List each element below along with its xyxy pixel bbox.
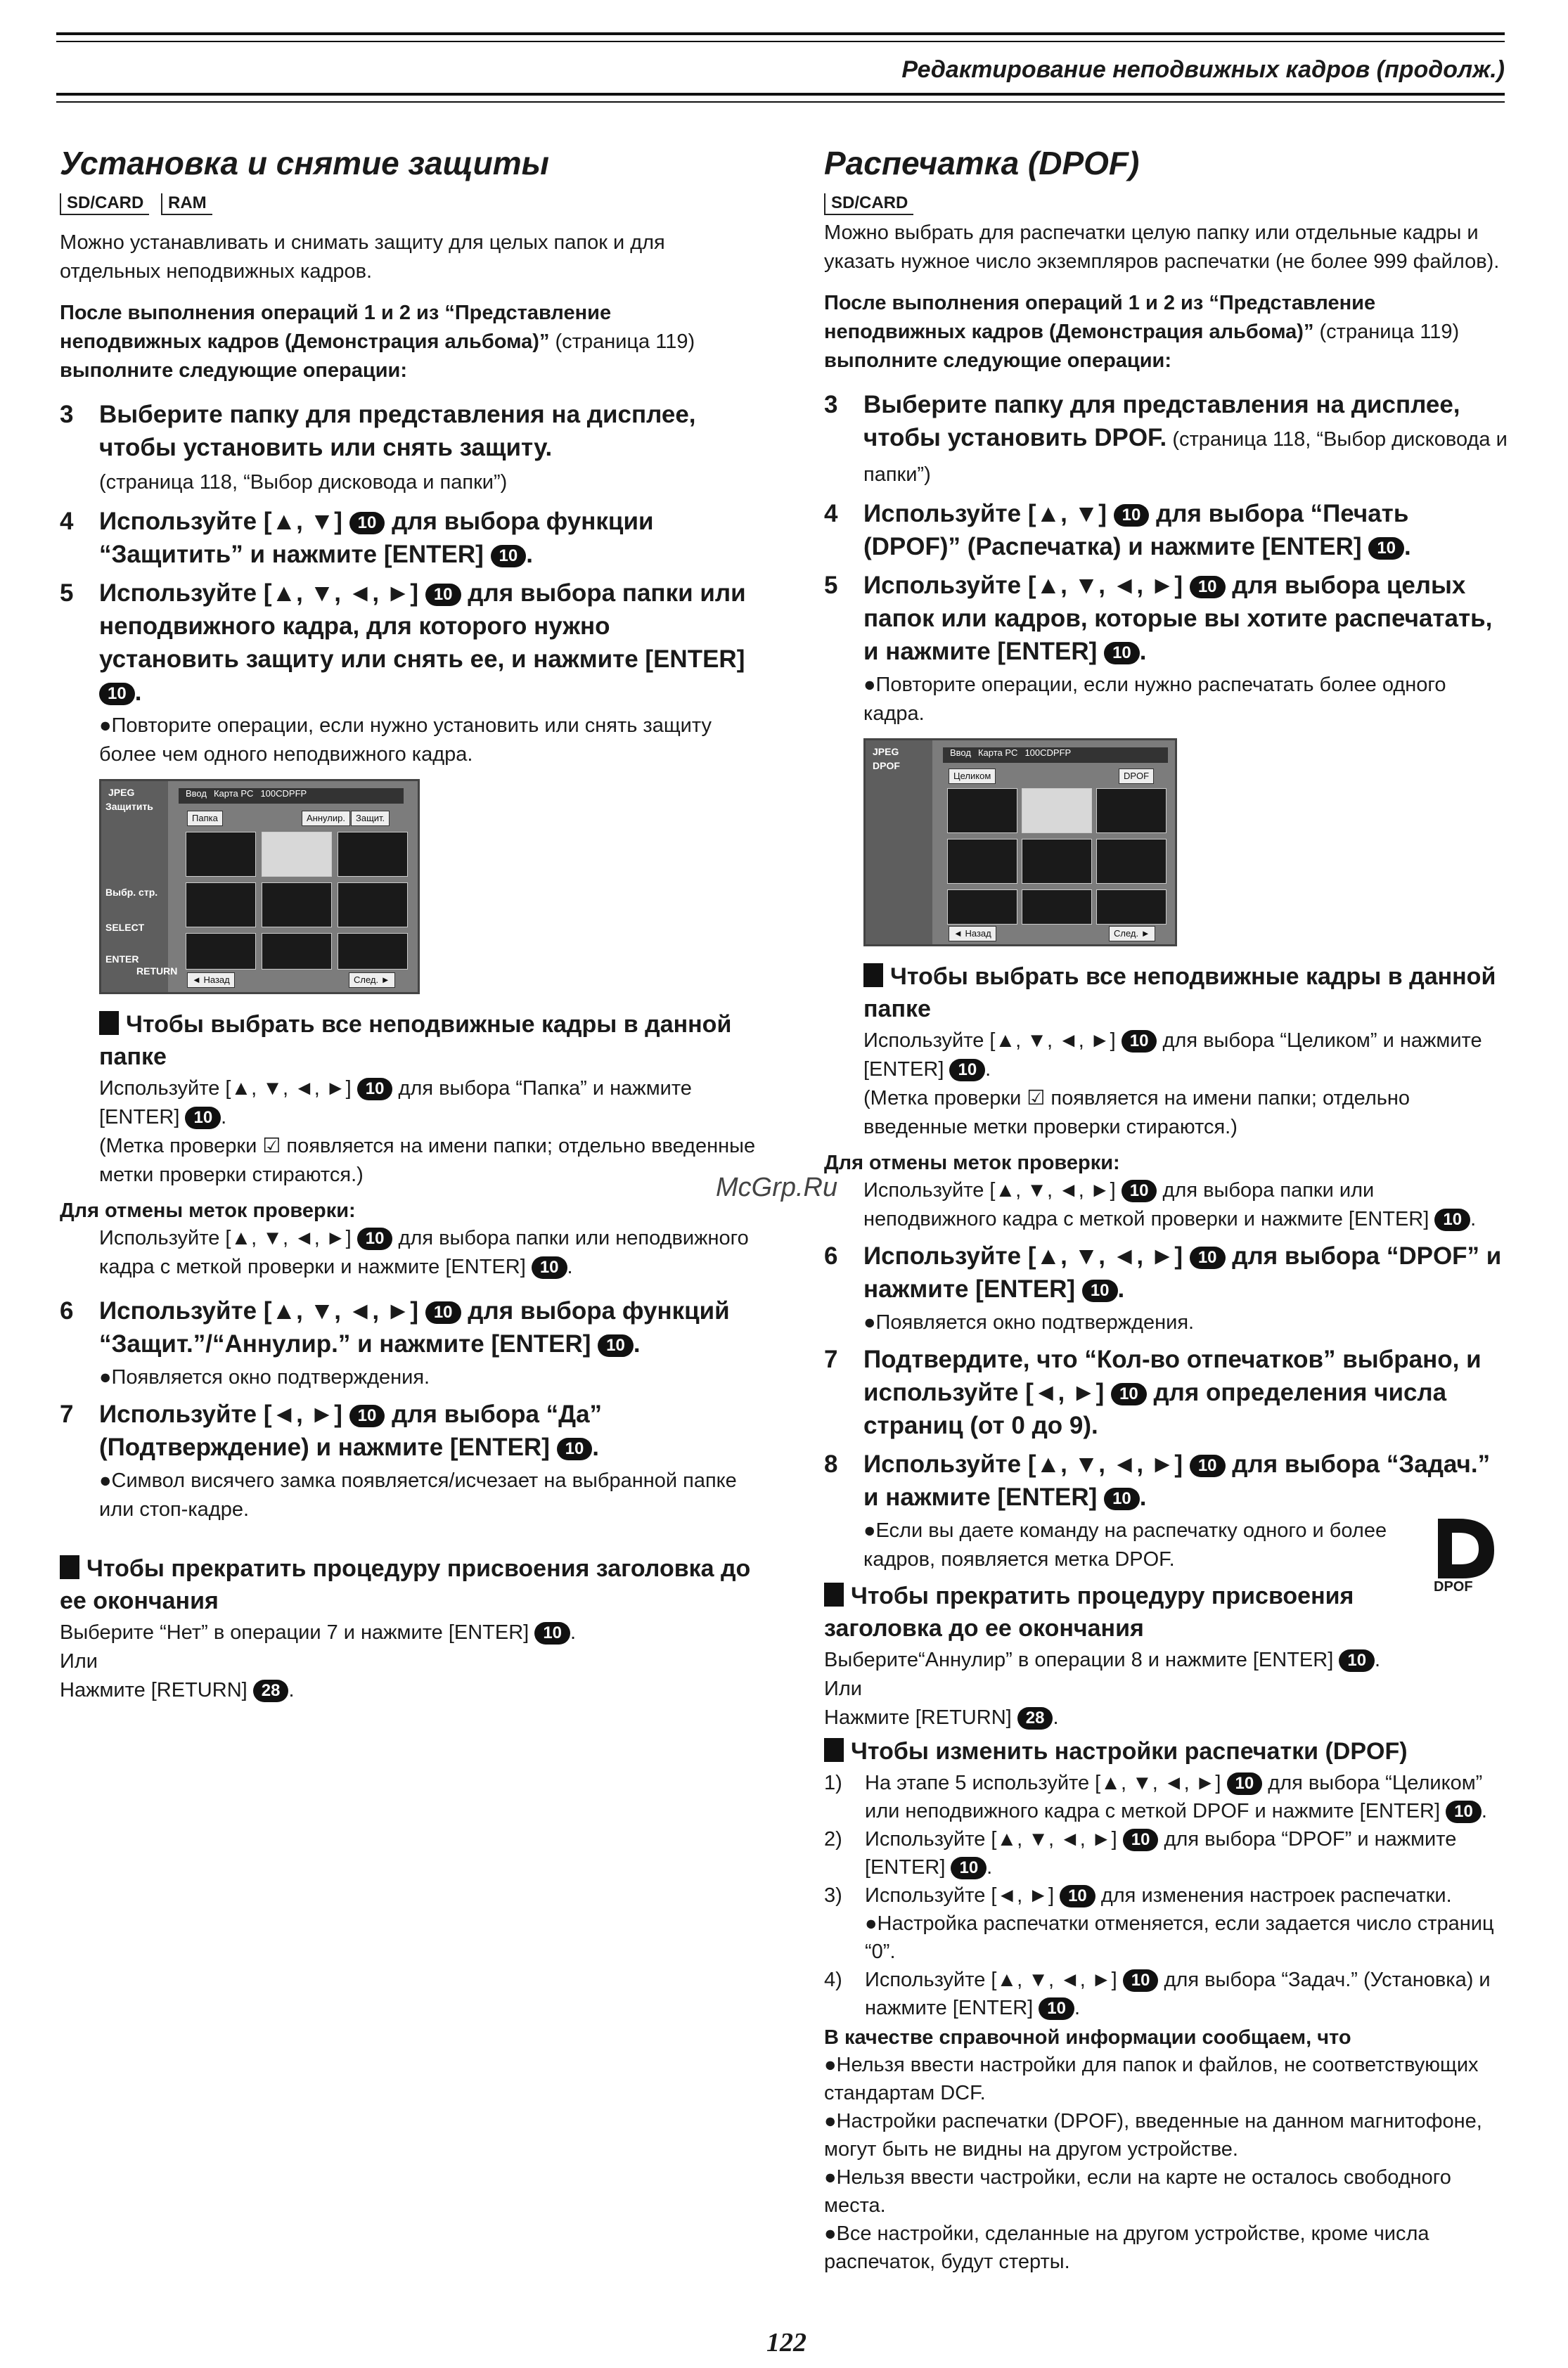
step-7: 7 Используйте [◄, ►] 10 для выбора “Да” (Подтверждение) и нажмите [ENTER] 10 .: [60, 1401, 603, 1461]
subhead-stop-dpof: Чтобы прекратить процедуру присвоения заголовка до ее окончания: [824, 1583, 1354, 1642]
header-rule-top-thin: [56, 41, 1505, 42]
right-column: [824, 144, 1510, 2276]
tag-sd-card: SD/CARD: [60, 193, 149, 215]
note-step-8: ●Если вы даете команду на распечатку одного и более кадров, появляется метка DPOF.: [863, 1519, 1387, 1571]
tag-ram: RAM: [161, 193, 212, 215]
cancel-heading: Для отмены меток проверки:: [824, 1152, 1120, 1174]
screen-thumb: [947, 839, 1017, 884]
intro-text: Можно выбрать для распечатки целую папку или отдельные кадры и указать нужное число экземпляров распечатки (не более 999 файлов).: [824, 221, 1500, 273]
reference-item: ●Нельзя ввести частройки, если на карте не осталось свободного места.: [824, 2166, 1451, 2217]
screen-next-button: След. ►: [1109, 926, 1155, 941]
header-rule-top: [56, 32, 1505, 35]
reference-item: ●Нельзя ввести настройки для папок и файлов, не соответствующих стандартам DCF.: [824, 2054, 1479, 2104]
select-all-text: Используйте [▲, ▼, ◄, ►] 10 для выбора “Целиком” и нажмите [ENTER] 10 . (Метка проверки ☑ появляется на имени папки; отдельно введенные метки проверки стираются.): [863, 1029, 1482, 1138]
subhead-select-all: Чтобы выбрать все неподвижные кадры в данной папке: [863, 963, 1496, 1022]
section-title-protect: Установка и снятие защиты: [60, 145, 549, 181]
screen-protect-button: Защит.: [351, 811, 390, 826]
screen-thumb: [1096, 839, 1167, 884]
screen-thumb: [338, 933, 408, 970]
subhead-select-all: Чтобы выбрать все неподвижные кадры в данной папке: [99, 1011, 732, 1070]
screen-thumb: [947, 788, 1017, 833]
button-28-badge: 28: [253, 1680, 289, 1702]
screen-illustration-dpof: [863, 738, 1177, 946]
step-8: 8 Используйте [▲, ▼, ◄, ►] 10 для выбора “Задач.” и нажмите [ENTER] 10 .: [824, 1450, 1491, 1511]
reference-item: ●Настройки распечатки (DPOF), введенные на данном магнитофоне, могут быть не видны на другом устройстве.: [824, 2110, 1482, 2161]
tag-sd-card: SD/CARD: [824, 193, 913, 215]
screen-thumb: [262, 882, 332, 927]
watermark: McGrp.Ru: [716, 1173, 838, 1202]
stop-text: Выберите“Аннулир” в операции 8 и нажмите [ENTER] 10 . Или Нажмите [RETURN] 28 .: [824, 1649, 1381, 1729]
note-step-6: ●Появляется окно подтверждения.: [863, 1311, 1195, 1334]
running-title: Редактирование неподвижных кадров (продолж.): [901, 56, 1505, 83]
change-item-3: 3) Используйте [◄, ►] 10 для изменения настроек распечатки. ●Настройка распечатки отменяется, если задается число страниц “0”.: [824, 1884, 1494, 1963]
stop-text: Выберите “Нет” в операции 7 и нажмите [ENTER] 10 . Или Нажмите [RETURN] 28 .: [60, 1621, 577, 1701]
button-10-badge: 10: [425, 584, 461, 606]
button-10-badge: 10: [491, 545, 527, 567]
screen-thumb: [338, 832, 408, 877]
screen-thumb: [262, 832, 332, 877]
step-6: 6 Используйте [▲, ▼, ◄, ►] 10 для выбора функций “Защит.”/“Аннулир.” и нажмите [ENTER] 10 .: [60, 1297, 730, 1358]
left-column: [60, 144, 756, 1718]
change-item-4: 4) Используйте [▲, ▼, ◄, ►] 10 для выбора “Задач.” (Установка) и нажмите [ENTER] 10 .: [824, 1969, 1491, 2019]
note-step-5: ●Повторите операции, если нужно распечатать более одного кадра.: [863, 674, 1446, 725]
screen-all-button: Целиком: [949, 768, 996, 784]
step-5: 5 Используйте [▲, ▼, ◄, ►] 10 для выбора целых папок или кадров, которые вы хотите распечатать, и нажмите [ENTER] 10 .: [824, 572, 1493, 665]
screen-dpof-button: DPOF: [1119, 768, 1154, 784]
change-item-2: 2) Используйте [▲, ▼, ◄, ►] 10 для выбора “DPOF” и нажмите [ENTER] 10 .: [824, 1828, 1457, 1879]
step-4: 4 Используйте [▲, ▼] 10 для выбора “Печать (DPOF)” (Распечатка) и нажмите [ENTER] 10 .: [824, 500, 1411, 560]
preconditions: После выполнения операций 1 и 2 из “Представление неподвижных кадров (Демонстрация альбома)” (страница 119) выполните следующие операции:: [60, 302, 695, 382]
screen-tabs: Ввод Карта PC 100CDPFP: [179, 788, 404, 804]
step-4: 4 Используйте [▲, ▼] 10 для выбора функции “Защитить” и нажмите [ENTER] 10 .: [60, 508, 654, 568]
subhead-change-dpof: Чтобы изменить настройки распечатки (DPOF): [824, 1735, 1510, 1768]
screen-sidebar: JPEG Защитить Выбр. стр. SELECT ENTER RETURN: [101, 781, 168, 992]
reference-heading: В качестве справочной информации сообщаем, что: [824, 2026, 1351, 2049]
intro-text: Можно устанавливать и снимать защиту для целых папок и для отдельных неподвижных кадров.: [60, 231, 665, 283]
step-5: 5 Используйте [▲, ▼, ◄, ►] 10 для выбора папки или неподвижного кадра, для которого нужно установить защиту или снять ее, и нажмите [ENTER] 10 .: [60, 579, 746, 706]
header-rule-bottom: [56, 93, 1505, 96]
media-tags: [824, 193, 1510, 213]
step-3: 3 Выберите папку для представления на дисплее, чтобы установить DPOF. (страница 118, “Выбор дисковода и папки”): [824, 391, 1508, 486]
page-number: 122: [766, 2328, 807, 2357]
screen-illustration-protect: [99, 779, 420, 994]
step-6: 6 Используйте [▲, ▼, ◄, ►] 10 для выбора “DPOF” и нажмите [ENTER] 10 .: [824, 1242, 1502, 1303]
screen-thumb: [947, 889, 1017, 925]
cancel-heading: Для отмены меток проверки:: [60, 1199, 356, 1222]
media-tags: [60, 193, 756, 213]
screen-thumb: [186, 882, 256, 927]
screen-thumb: [1022, 889, 1092, 925]
screen-thumb: [1096, 889, 1167, 925]
screen-thumb: [1022, 788, 1092, 833]
screen-thumb: [186, 832, 256, 877]
screen-back-button: ◄ Назад: [187, 972, 235, 988]
header-rule-bottom-thin: [56, 101, 1505, 103]
screen-back-button: ◄ Назад: [949, 926, 996, 941]
select-all-text: Используйте [▲, ▼, ◄, ►] 10 для выбора “Папка” и нажмите [ENTER] 10 . (Метка проверки ☑ появляется на имени папки; отдельно введенные метки проверки стираются.): [99, 1077, 756, 1186]
screen-tabs: Ввод Карта PC 100CDPFP: [943, 747, 1168, 763]
screen-next-button: След. ►: [349, 972, 395, 988]
reference-item: ●Все настройки, сделанные на другом устройстве, кроме числа распечаток, будут стерты.: [824, 2222, 1429, 2273]
step-3: 3 Выберите папку для представления на дисплее, чтобы установить или снять защиту. (страница 118, “Выбор дисковода и папки”): [60, 401, 696, 494]
section-title-dpof: Распечатка (DPOF): [824, 145, 1140, 181]
screen-sidebar: JPEG DPOF: [866, 740, 932, 944]
note-step-7: ●Символ висячего замка появляется/исчезает на выбранной папке или стоп-кадре.: [99, 1469, 737, 1521]
screen-cancel-button: Аннулир.: [302, 811, 350, 826]
cancel-text: Используйте [▲, ▼, ◄, ►] 10 для выбора папки или неподвижного кадра с меткой проверки и нажмите [ENTER] 10 .: [863, 1179, 1477, 1230]
note-step-6: ●Появляется окно подтверждения.: [99, 1366, 430, 1389]
change-item-1: 1) На этапе 5 используйте [▲, ▼, ◄, ►] 10 для выбора “Целиком” или неподвижного кадра с меткой DPOF и нажмите [ENTER] 10 .: [824, 1772, 1487, 1822]
subhead-stop-protect: Чтобы прекратить процедуру присвоения заголовка до ее окончания: [60, 1555, 751, 1614]
note-step-5: ●Повторите операции, если нужно установить или снять защиту более чем одного неподвижного кадра.: [99, 714, 712, 766]
screen-thumb: [186, 933, 256, 970]
step-7: 7 Подтвердите, что “Кол-во отпечатков” выбрано, и используйте [◄, ►] 10 для определения числа страниц (от 0 до 9).: [824, 1346, 1482, 1439]
screen-folder-button: Папка: [187, 811, 223, 826]
preconditions: После выполнения операций 1 и 2 из “Представление неподвижных кадров (Демонстрация альбома)” (страница 119) выполните следующие операции:: [824, 292, 1460, 372]
screen-thumb: [338, 882, 408, 927]
dpof-logo: DPOF: [1431, 1512, 1501, 1596]
screen-thumb: [1022, 839, 1092, 884]
screen-thumb: [262, 933, 332, 970]
screen-thumb: [1096, 788, 1167, 833]
button-10-badge: 10: [99, 683, 135, 705]
button-10-badge: 10: [349, 512, 385, 534]
cancel-text: Используйте [▲, ▼, ◄, ►] 10 для выбора папки или неподвижного кадра с меткой проверки и нажмите [ENTER] 10 .: [99, 1227, 749, 1278]
